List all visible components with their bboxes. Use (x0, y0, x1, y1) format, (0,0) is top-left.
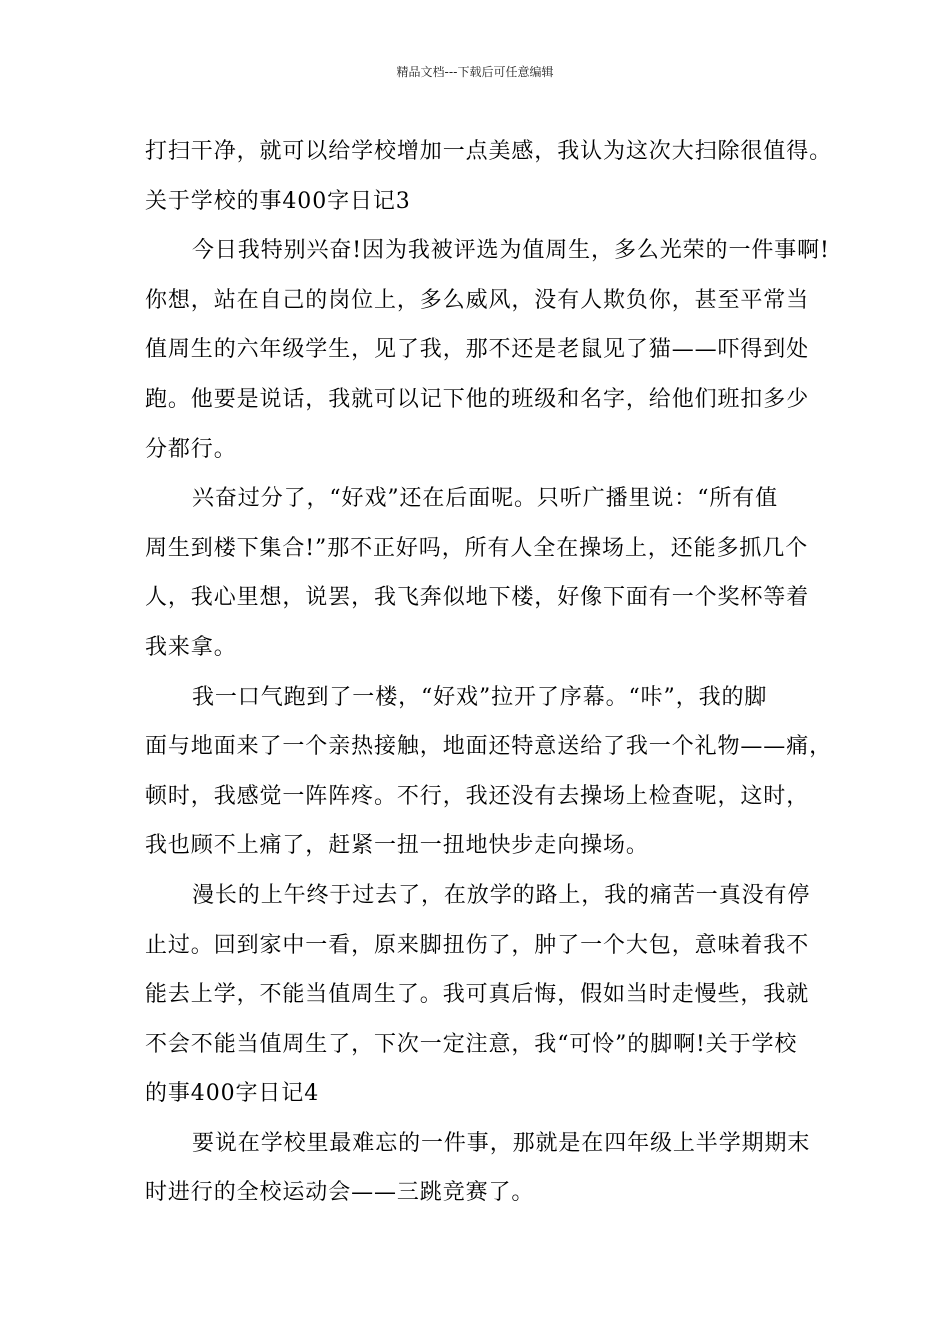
text-line: 止过。回到家中一看，原来脚扭伤了，肿了一个大包，意味着我不 (145, 932, 810, 958)
page-header: 精品文档---下载后可任意编辑 (396, 65, 554, 79)
paragraph-first-line: 兴奋过分了，“好戏”还在后面呢。只听广播里说：“所有值 (192, 486, 779, 512)
text-line: 我来拿。 (145, 634, 237, 660)
document-body (145, 127, 833, 1218)
text-line: 时进行的全校运动会——三跳竞赛了。 (145, 1180, 535, 1206)
text-line: 跑。他要是说话，我就可以记下他的班级和名字，给他们班扣多少 (145, 386, 810, 412)
text-line: 周生到楼下集合!”那不正好吗，所有人全在操场上，还能多抓几个 (145, 535, 809, 561)
section-heading: 的事400字日记4 (145, 1081, 320, 1107)
paragraph-first-line: 今日我特别兴奋!因为我被评选为值周生，多么光荣的一件事啊! (192, 238, 830, 264)
paragraph-first-line: 漫长的上午终于过去了，在放学的路上，我的痛苦一真没有停 (192, 882, 811, 908)
section-heading: 关于学校的事400字日记3 (145, 188, 411, 214)
text-line: 我也顾不上痛了，赶紧一扭一扭地快步走向操场。 (145, 833, 649, 859)
text-line: 你想，站在自己的岗位上，多么威风，没有人欺负你，甚至平常当 (145, 287, 810, 313)
paragraph-first-line: 要说在学校里最难忘的一件事，那就是在四年级上半学期期末 (192, 1130, 811, 1156)
text-line: 打扫干净，就可以给学校增加一点美感，我认为这次大扫除很值得。 (145, 139, 833, 164)
text-line: 能去上学，不能当值周生了。我可真后悔，假如当时走慢些，我就 (145, 982, 810, 1008)
text-line: 分都行。 (145, 436, 237, 462)
paragraph-first-line: 我一口气跑到了一楼，“好戏”拉开了序幕。“咔”，我的脚 (192, 684, 768, 710)
text-line: 不会不能当值周生了，下次一定注意，我“可怜”的脚啊!关于学校 (145, 1031, 798, 1057)
text-line: 人，我心里想，说罢，我飞奔似地下楼，好像下面有一个奖杯等着 (145, 585, 810, 611)
text-line: 顿时，我感觉一阵阵疼。不行，我还没有去操场上检查呢，这时， (145, 783, 810, 809)
text-line: 值周生的六年级学生，见了我，那不还是老鼠见了猫——吓得到处 (145, 337, 810, 363)
text-line: 面与地面来了一个亲热接触，地面还特意送给了我一个礼物——痛， (145, 734, 833, 760)
